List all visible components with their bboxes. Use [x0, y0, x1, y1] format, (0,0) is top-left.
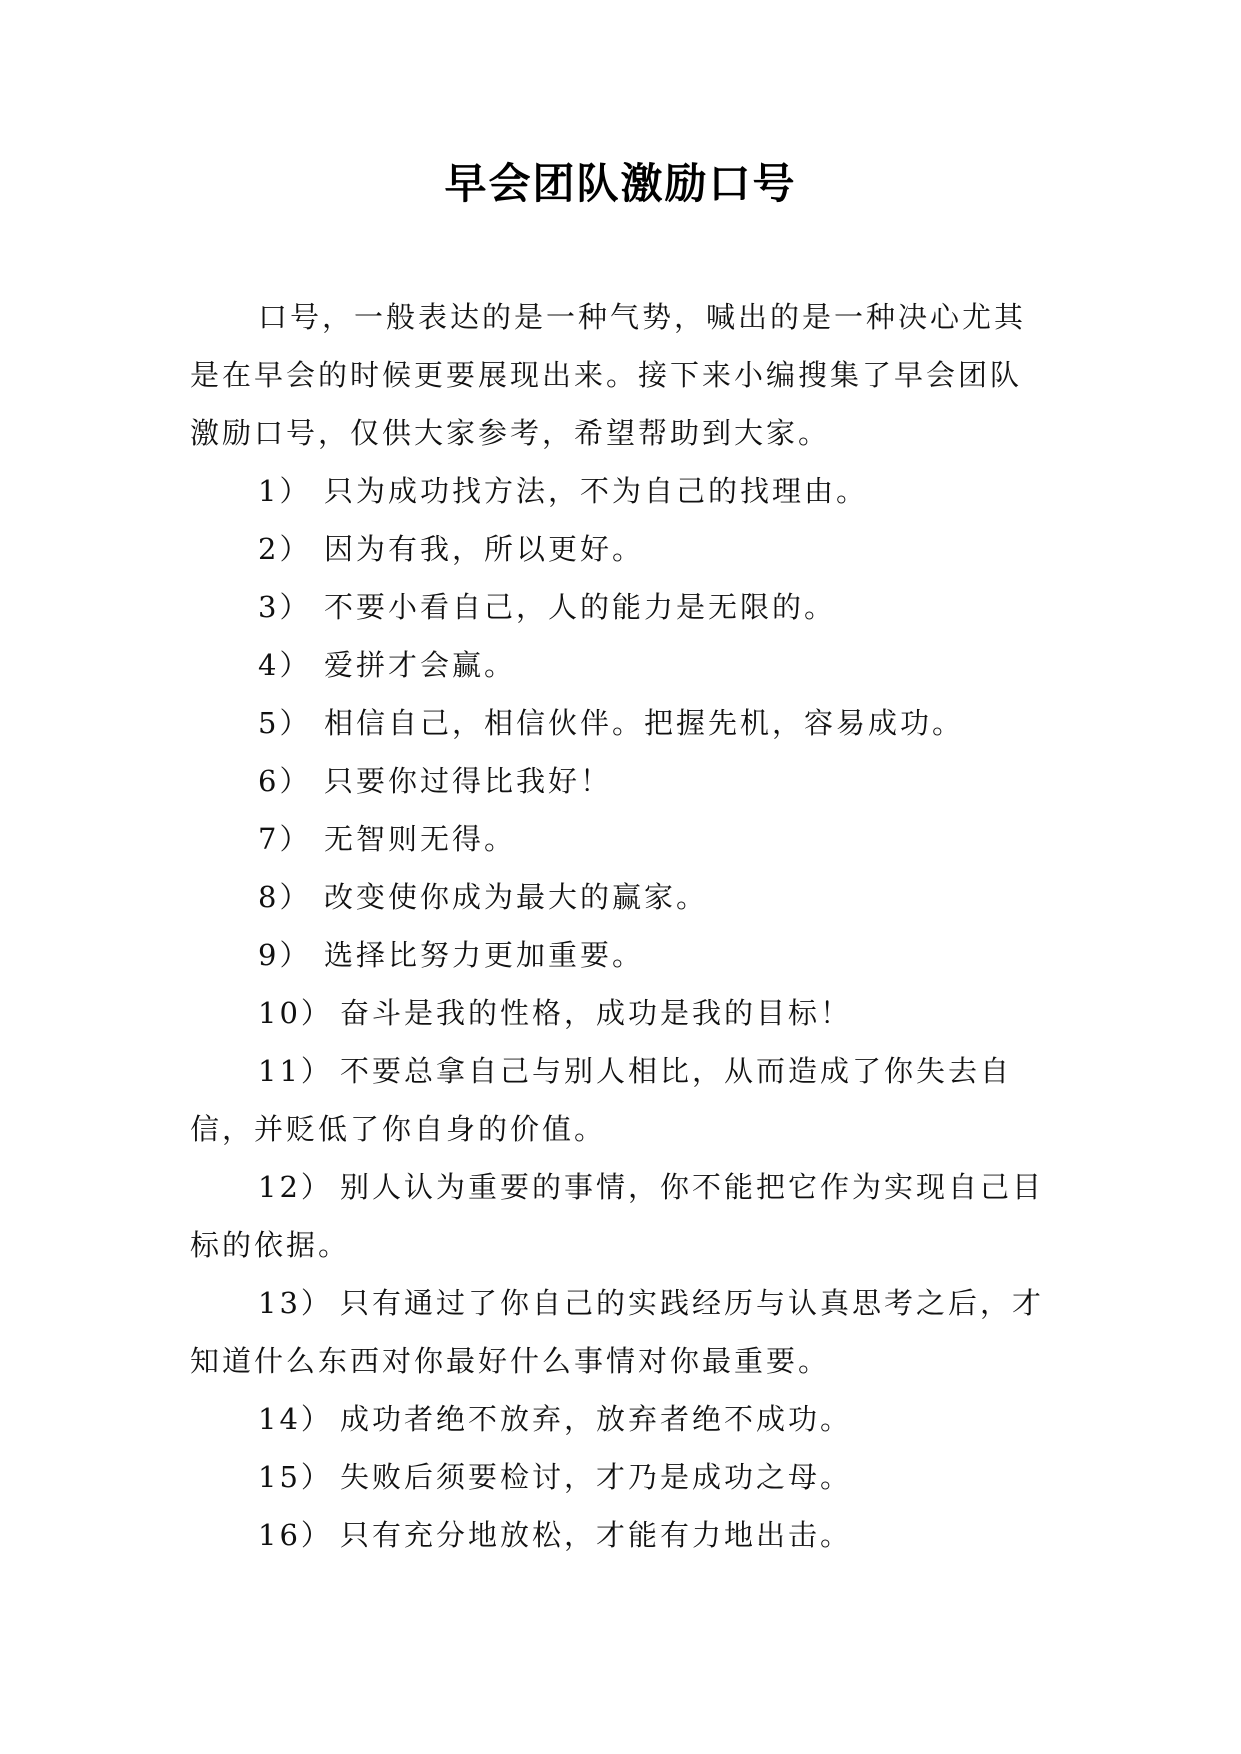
slogan-number: 9） — [258, 938, 312, 972]
slogan-number: 1） — [258, 474, 312, 508]
slogan-item-16 — [190, 1506, 1050, 1564]
slogan-item-12 — [190, 1158, 1050, 1274]
slogan-number: 16） — [258, 1518, 333, 1552]
slogan-item-8 — [190, 868, 1050, 926]
slogan-text: 无智则无得。 — [324, 822, 517, 856]
slogan-text: 不要总拿自己与别人相比，从而造成了你失去自信，并贬低了你自身的价值。 — [190, 1054, 1013, 1146]
slogan-item-14 — [190, 1390, 1050, 1448]
slogan-item-1 — [190, 462, 1050, 520]
slogan-text: 奋斗是我的性格，成功是我的目标！ — [340, 996, 853, 1030]
document-title: 早会团队激励口号 — [444, 159, 797, 208]
slogan-number: 12） — [258, 1170, 333, 1204]
slogan-number: 8） — [258, 880, 312, 914]
slogan-text: 只为成功找方法，不为自己的找理由。 — [324, 474, 869, 508]
slogan-number: 15） — [258, 1460, 333, 1494]
slogan-text: 不要小看自己，人的能力是无限的。 — [324, 590, 837, 624]
slogan-number: 13） — [258, 1286, 333, 1320]
slogan-item-7 — [190, 810, 1050, 868]
slogan-text: 因为有我，所以更好。 — [324, 532, 645, 566]
slogan-item-3 — [190, 578, 1050, 636]
slogan-number: 5） — [258, 706, 312, 740]
slogan-text: 失败后须要检讨，才乃是成功之母。 — [340, 1460, 853, 1494]
intro-paragraph: 口号，一般表达的是一种气势，喊出的是一种决心尤其是在早会的时候更要展现出来。接下来小编搜集了早会团队激励口号，仅供大家参考，希望帮助到大家。 — [190, 300, 1027, 450]
slogan-item-4 — [190, 636, 1050, 694]
slogan-text: 成功者绝不放弃，放弃者绝不成功。 — [340, 1402, 853, 1436]
slogan-text: 别人认为重要的事情，你不能把它作为实现自己目标的依据。 — [190, 1170, 1045, 1262]
slogan-item-2 — [190, 520, 1050, 578]
slogan-number: 6） — [258, 764, 312, 798]
slogan-item-11 — [190, 1042, 1050, 1158]
slogan-number: 7） — [258, 822, 312, 856]
slogan-text: 只有通过了你自己的实践经历与认真思考之后，才知道什么东西对你最好什么事情对你最重要。 — [190, 1286, 1045, 1378]
slogan-item-15 — [190, 1448, 1050, 1506]
slogan-text: 只要你过得比我好！ — [324, 764, 613, 798]
slogan-text: 改变使你成为最大的赢家。 — [324, 880, 709, 914]
slogan-text: 选择比努力更加重要。 — [324, 938, 645, 972]
slogan-number: 2） — [258, 532, 312, 566]
slogan-item-6 — [190, 752, 1050, 810]
slogan-number: 11） — [258, 1054, 333, 1088]
slogan-text: 只有充分地放松，才能有力地出击。 — [340, 1518, 853, 1552]
slogan-item-13 — [190, 1274, 1050, 1390]
slogan-text: 相信自己，相信伙伴。把握先机，容易成功。 — [324, 706, 965, 740]
slogan-number: 4） — [258, 648, 312, 682]
slogan-number: 14） — [258, 1402, 333, 1436]
slogan-item-9 — [190, 926, 1050, 984]
slogan-item-10 — [190, 984, 1050, 1042]
slogan-number: 10） — [258, 996, 333, 1030]
slogan-number: 3） — [258, 590, 312, 624]
slogan-text: 爱拼才会赢。 — [324, 648, 517, 682]
slogan-item-5 — [190, 694, 1050, 752]
document-body — [190, 288, 1050, 1564]
